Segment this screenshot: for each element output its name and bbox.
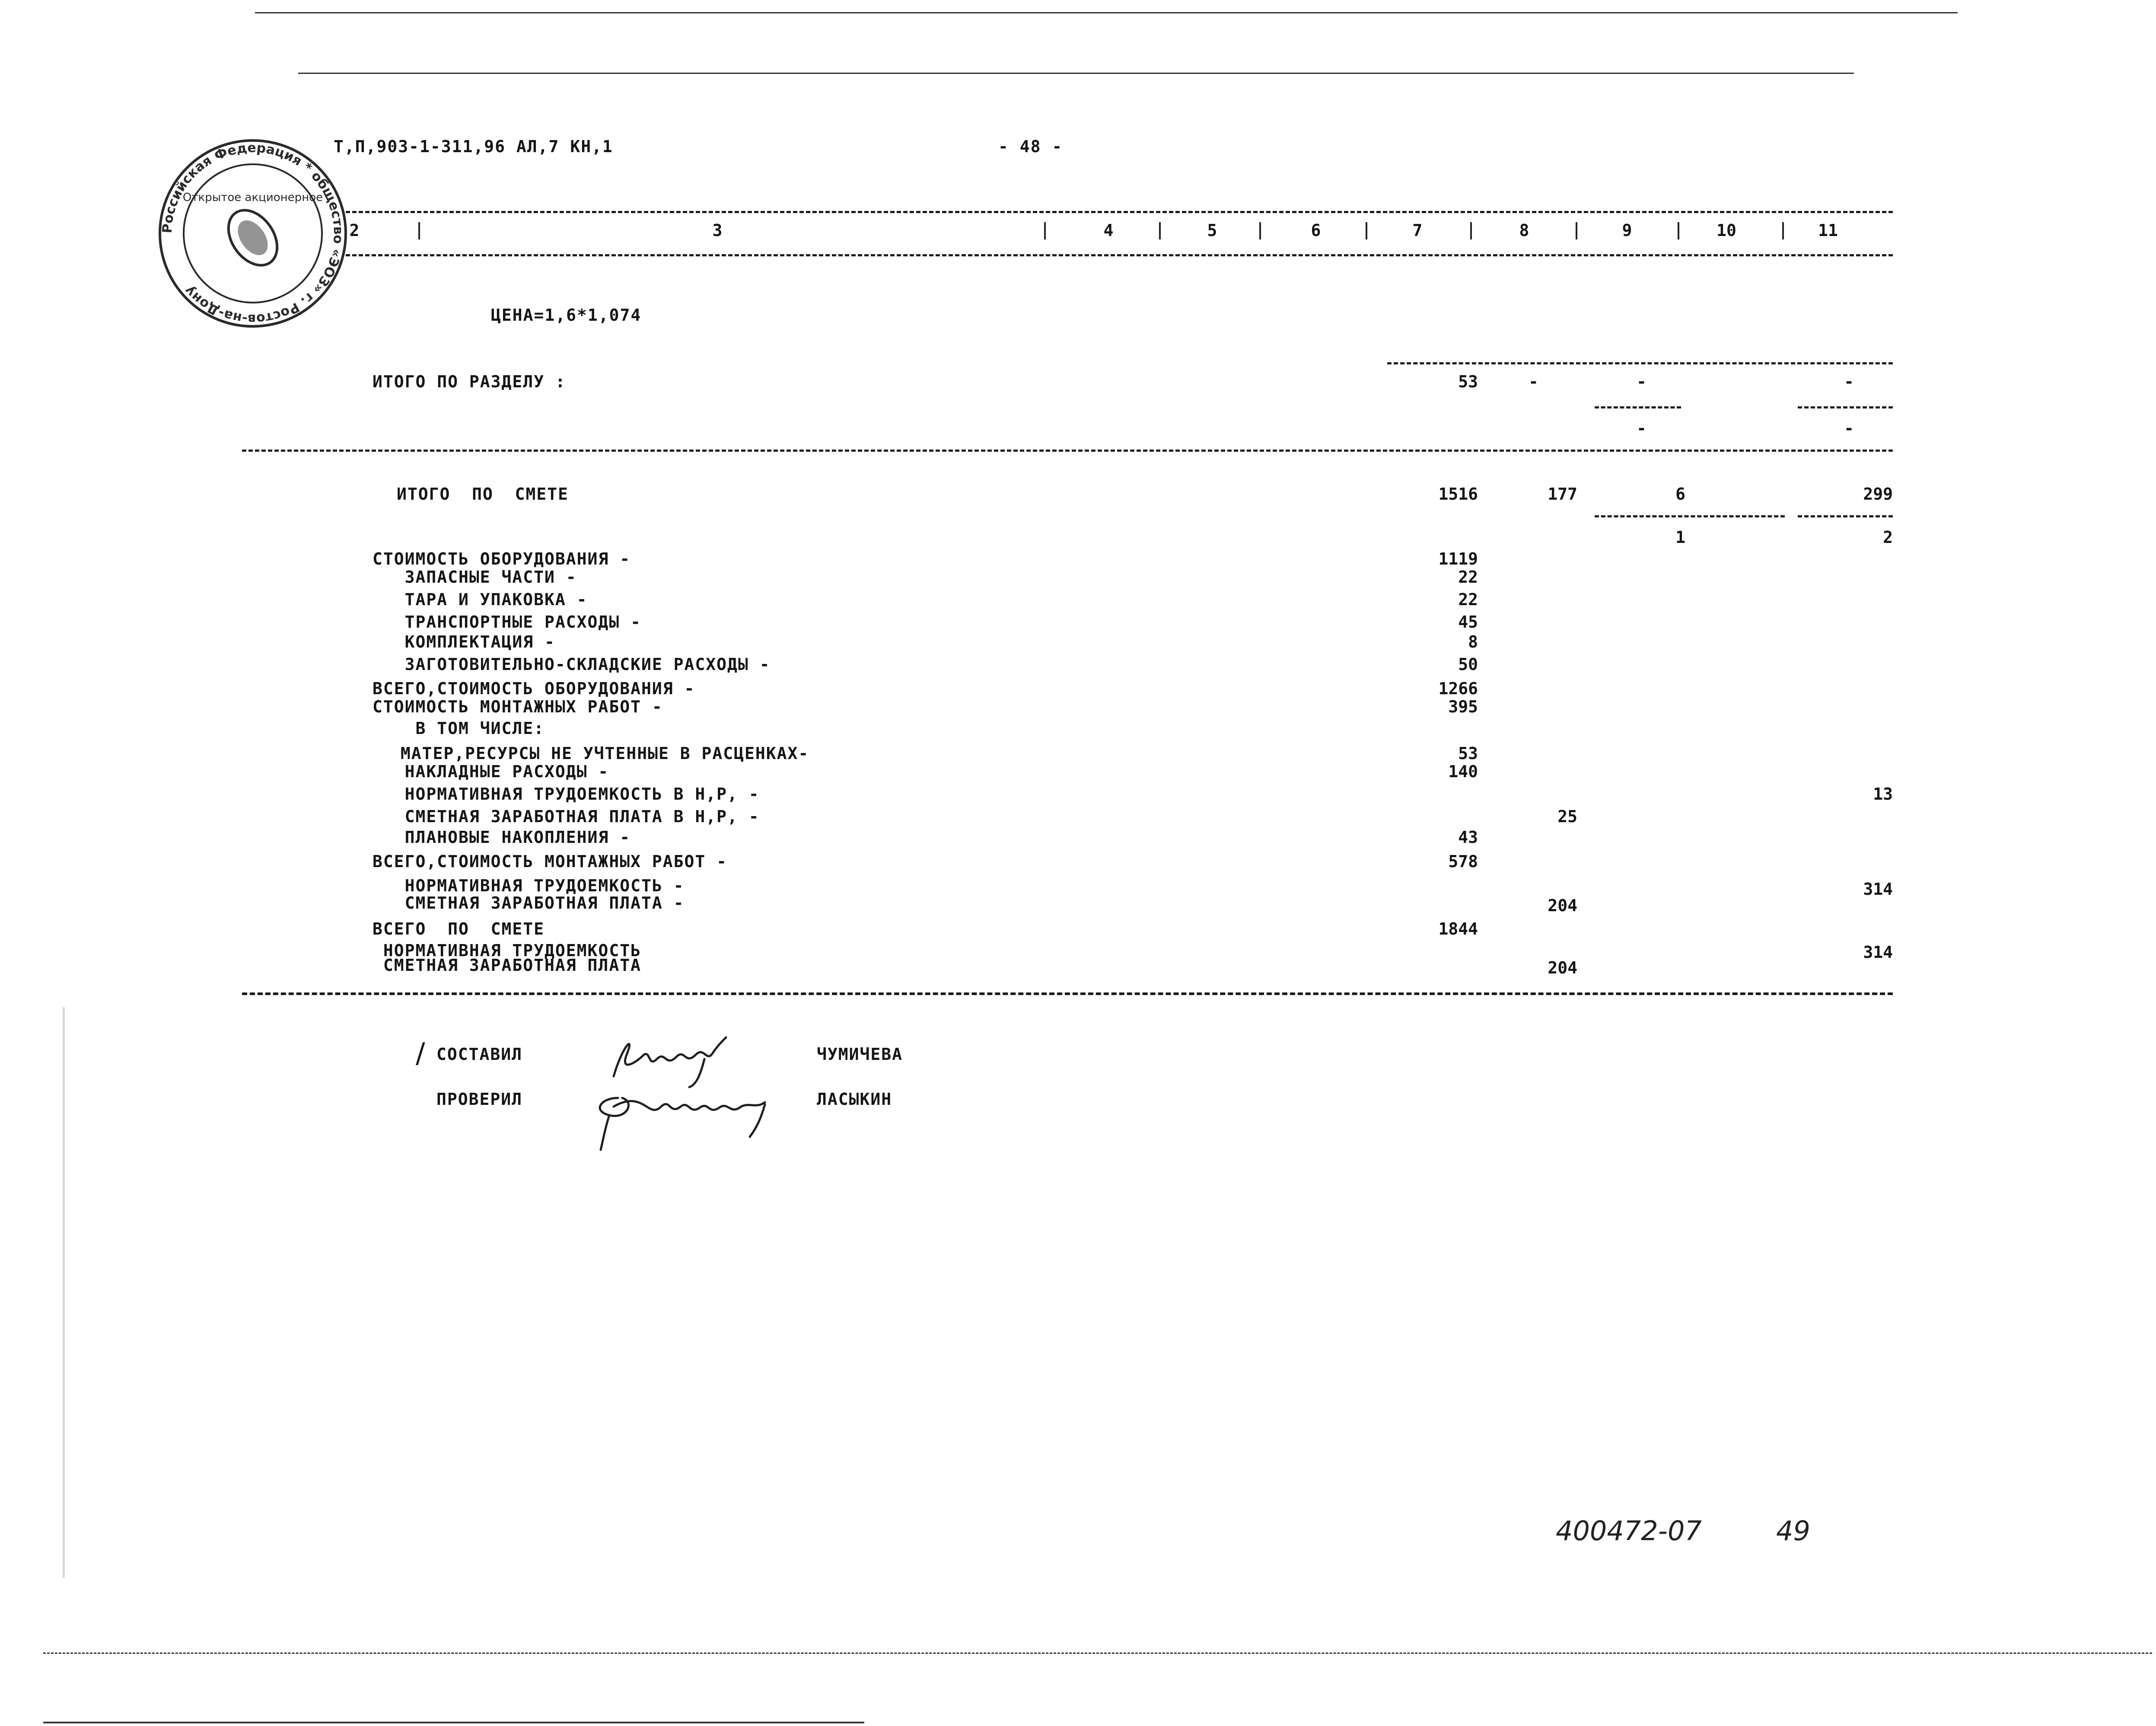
col-divider xyxy=(1159,222,1161,239)
summary-row-label: НАКЛАДНЫЕ РАСХОДЫ - xyxy=(373,762,609,781)
col-divider xyxy=(1782,222,1784,239)
summary-row-col7: 1266 xyxy=(1438,679,1478,698)
summary-row-label: КОМПЛЕКТАЦИЯ - xyxy=(373,632,555,651)
section-total-col11: - xyxy=(1844,372,1854,391)
section-total-col9-sub: - xyxy=(1637,419,1646,438)
col-divider xyxy=(1044,222,1046,239)
bracket-mark: / xyxy=(416,1037,425,1069)
checked-by-label: ПРОВЕРИЛ xyxy=(436,1090,523,1109)
summary-row-col7: 22 xyxy=(1458,590,1478,609)
summary-row-col7: 45 xyxy=(1458,613,1478,632)
section-total-sub-rule-col9 xyxy=(1595,406,1681,408)
section-total-col9: - xyxy=(1637,372,1646,391)
seal-inner-text: Открытое акционерное xyxy=(182,191,323,204)
col-divider xyxy=(418,222,420,239)
col-header-9: 9 xyxy=(1622,221,1632,240)
table-header-bottom-rule xyxy=(346,254,1893,256)
handwritten-signature-2 xyxy=(583,1081,778,1154)
summary-row-label: ЗАГОТОВИТЕЛЬНО-СКЛАДСКИЕ РАСХОДЫ - xyxy=(373,655,771,674)
summary-row-col7: 140 xyxy=(1448,762,1478,781)
section-total-col8: - xyxy=(1529,372,1538,391)
bottom-edge-line xyxy=(43,1722,864,1723)
col-header-8: 8 xyxy=(1519,221,1529,240)
col-divider xyxy=(1470,222,1472,239)
col-header-11: 11 xyxy=(1818,221,1838,240)
document-code: Т,П,903-1-311,96 АЛ,7 КН,1 xyxy=(334,137,613,156)
composed-by-label: СОСТАВИЛ xyxy=(436,1045,523,1064)
estimate-total-col11-sub: 2 xyxy=(1883,528,1893,547)
summary-row-col8: 204 xyxy=(1548,896,1577,915)
section-total-col11-sub: - xyxy=(1844,419,1854,438)
summary-row-col8: 204 xyxy=(1548,958,1577,977)
summary-row-label: СТОИМОСТЬ ОБОРУДОВАНИЯ - xyxy=(373,549,631,568)
summary-row-col7: 53 xyxy=(1458,744,1478,763)
summary-row-label: ТРАНСПОРТНЫЕ РАСХОДЫ - xyxy=(373,613,641,632)
summary-row-col7: 50 xyxy=(1458,655,1478,674)
col-header-2: 2 xyxy=(349,221,360,240)
page-number: - 48 - xyxy=(998,137,1063,156)
summary-row-col8: 25 xyxy=(1557,807,1577,826)
summary-row-col11: 13 xyxy=(1873,785,1893,804)
col-divider xyxy=(1259,222,1261,239)
price-formula: ЦЕНА=1,6*1,074 xyxy=(491,306,642,325)
summary-row-label: ВСЕГО,СТОИМОСТЬ МОНТАЖНЫХ РАБОТ - xyxy=(373,852,727,871)
composed-by-name: ЧУМИЧЕВА xyxy=(817,1045,903,1064)
summary-row-col7: 22 xyxy=(1458,568,1478,587)
col-divider xyxy=(1576,222,1577,239)
company-seal xyxy=(156,136,350,331)
summary-row-col7: 1119 xyxy=(1438,549,1478,568)
summary-row-col11: 314 xyxy=(1863,880,1893,899)
section-total-sub-rule-col11 xyxy=(1798,406,1893,408)
estimate-total-sub-rule-col9 xyxy=(1595,515,1785,517)
checked-by-name: ЛАСЫКИН xyxy=(817,1090,892,1109)
estimate-total-col11: 299 xyxy=(1863,485,1893,504)
handwritten-signature-1 xyxy=(596,1029,735,1089)
summary-row-label: НОРМАТИВНАЯ ТРУДОЕМКОСТЬ xyxy=(373,941,641,960)
seal-outer-text: Российская Федерация * общество «ЭОЗ» г. Ростов-на-Дону xyxy=(159,140,346,327)
table-bottom-rule xyxy=(242,992,1893,995)
summary-row-label: В ТОМ ЧИСЛЕ: xyxy=(373,719,545,738)
estimate-total-sub-rule-col11 xyxy=(1798,515,1893,517)
col-header-4: 4 xyxy=(1103,221,1114,240)
estimate-total-col7: 1516 xyxy=(1438,485,1478,504)
col-header-5: 5 xyxy=(1207,221,1217,240)
col-header-7: 7 xyxy=(1412,221,1423,240)
estimate-total-col9: 6 xyxy=(1675,485,1685,504)
col-divider xyxy=(1678,222,1679,239)
col-header-3: 3 xyxy=(712,221,723,240)
col-header-10: 10 xyxy=(1717,221,1736,240)
summary-row-label: ВСЕГО,СТОИМОСТЬ ОБОРУДОВАНИЯ - xyxy=(373,679,695,698)
col-header-6: 6 xyxy=(1311,221,1321,240)
section-total-top-rule xyxy=(1387,362,1893,364)
section-separator-rule xyxy=(242,450,1893,452)
estimate-total-col9-sub: 1 xyxy=(1675,528,1685,547)
summary-row-label: ТАРА И УПАКОВКА - xyxy=(373,590,588,609)
summary-row-col7: 578 xyxy=(1448,852,1478,871)
summary-row-label: МАТЕР,РЕСУРСЫ НЕ УЧТЕННЫЕ В РАСЦЕНКАХ- xyxy=(390,744,809,763)
summary-row-label: ПЛАНОВЫЕ НАКОПЛЕНИЯ - xyxy=(373,828,631,847)
col-divider xyxy=(1366,222,1367,239)
section-total-col7: 53 xyxy=(1458,372,1478,391)
summary-row-label: СМЕТНАЯ ЗАРАБОТНАЯ ПЛАТА xyxy=(373,956,641,975)
summary-row-col7: 1844 xyxy=(1438,919,1478,938)
top-border-line-2 xyxy=(298,73,1854,74)
handwritten-inventory-code: 400472-07 xyxy=(1556,1515,1702,1547)
summary-row-label: ЗАПАСНЫЕ ЧАСТИ - xyxy=(373,568,577,587)
summary-row-col7: 8 xyxy=(1468,632,1478,651)
summary-row-label: НОРМАТИВНАЯ ТРУДОЕМКОСТЬ - xyxy=(373,876,685,895)
section-total-label: ИТОГО ПО РАЗДЕЛУ : xyxy=(373,372,566,391)
estimate-total-label: ИТОГО ПО СМЕТЕ xyxy=(397,485,569,504)
top-border-line xyxy=(255,12,1958,13)
handwritten-page-number: 49 xyxy=(1776,1515,1810,1547)
summary-row-col11: 314 xyxy=(1863,943,1893,962)
left-margin-mark xyxy=(63,1007,65,1578)
table-header-top-rule xyxy=(346,211,1893,213)
summary-row-label: СМЕТНАЯ ЗАРАБОТНАЯ ПЛАТА - xyxy=(373,893,685,912)
summary-row-label: НОРМАТИВНАЯ ТРУДОЕМКОСТЬ В Н,Р, - xyxy=(373,785,760,804)
bottom-border-line xyxy=(43,1653,2152,1654)
summary-row-label: СТОИМОСТЬ МОНТАЖНЫХ РАБОТ - xyxy=(373,697,663,716)
summary-row-label: ВСЕГО ПО СМЕТЕ xyxy=(373,919,545,938)
estimate-total-col8: 177 xyxy=(1548,485,1577,504)
summary-row-col7: 43 xyxy=(1458,828,1478,847)
summary-row-label: СМЕТНАЯ ЗАРАБОТНАЯ ПЛАТА В Н,Р, - xyxy=(373,807,760,826)
summary-row-col7: 395 xyxy=(1448,697,1478,716)
